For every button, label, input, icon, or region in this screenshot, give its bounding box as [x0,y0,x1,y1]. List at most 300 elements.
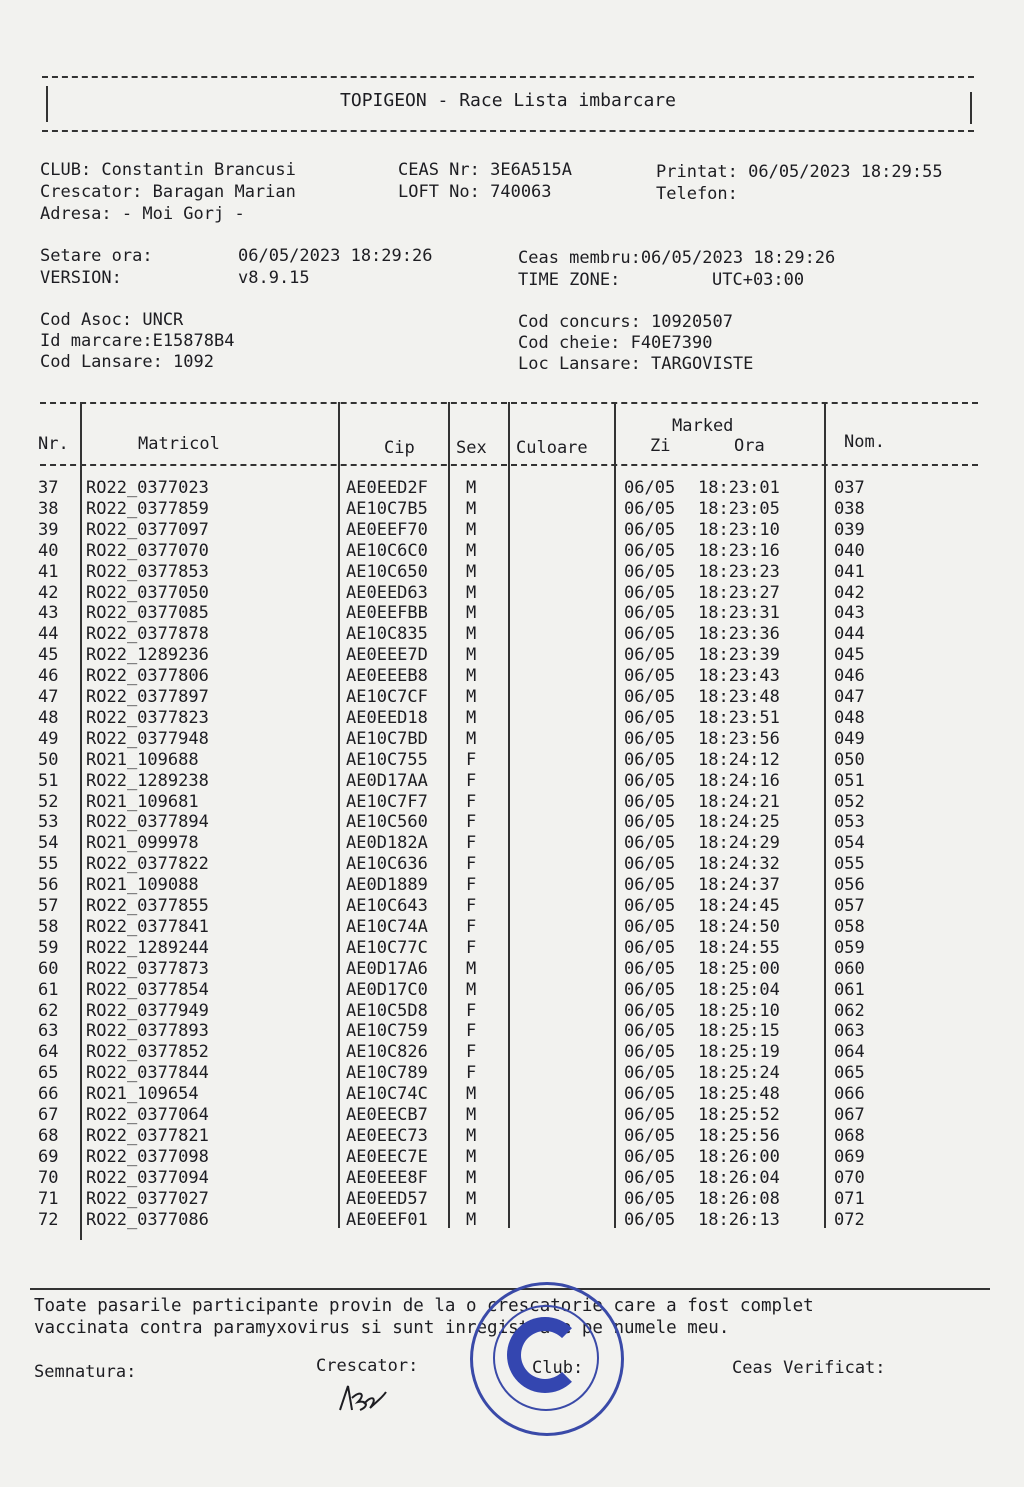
row-zi: 06/05 [624,770,676,791]
row-zi: 06/05 [624,1167,676,1188]
row-cip: AE10C7F7 [346,791,428,812]
row-sex: F [466,896,477,916]
row-nr: 46 [38,666,59,687]
row-nr: 47 [38,687,59,707]
table-row [0,708,1024,729]
row-ora: 18:24:32 [698,854,780,875]
row-zi: 06/05 [624,958,676,979]
row-cip: AE0EEE8F [346,1167,428,1188]
row-ora: 18:24:45 [698,896,780,916]
row-zi: 06/05 [624,833,676,854]
row-matricol: RO22_0377853 [86,561,209,582]
row-sex: M [466,707,477,728]
table-row [0,1084,1024,1105]
row-cip: AE10C835 [346,624,428,645]
row-zi: 06/05 [624,1042,676,1063]
row-zi: 06/05 [624,791,676,812]
row-ora: 18:23:23 [698,561,780,582]
row-ora: 18:25:04 [698,979,780,1000]
loc-lansare: Loc Lansare: TARGOVISTE [518,354,754,374]
row-matricol: RO22_0377859 [86,498,209,519]
row-sex: M [466,1084,477,1105]
table-row [0,1063,1024,1084]
row-nr: 69 [38,1146,59,1167]
row-nr: 44 [38,624,59,645]
cod-concurs: Cod concurs: 10920507 [518,312,733,332]
row-matricol: RO22_0377094 [86,1167,209,1188]
table-row [0,541,1024,562]
row-matricol: RO22_0377097 [86,519,209,540]
row-cip: AE10C77C [346,937,428,958]
row-sex: M [466,1105,477,1125]
crescator-name: Crescator: Baragan Marian [40,182,296,202]
row-nr: 65 [38,1063,59,1084]
row-sex: M [466,1146,477,1167]
row-nr: 37 [38,478,59,498]
row-nr: 41 [38,561,59,582]
vaccination-statement-line2: vaccinata contra paramyxovirus si sunt inregistrate pe numele meu. [34,1318,730,1338]
row-sex: M [466,1125,477,1146]
table-row [0,750,1024,771]
row-ora: 18:23:56 [698,728,780,749]
row-ora: 18:23:16 [698,540,780,561]
row-sex: F [466,1021,477,1042]
row-sex: F [466,833,477,854]
row-ora: 18:23:39 [698,645,780,666]
table-row [0,1168,1024,1189]
table-row [0,980,1024,1001]
row-cip: AE0EEFBB [346,603,428,624]
row-zi: 06/05 [624,540,676,561]
row-nr: 54 [38,833,59,854]
ceas-membru: Ceas membru:06/05/2023 18:29:26 [518,248,836,268]
row-ora: 18:24:21 [698,791,780,812]
table-row [0,478,1024,499]
row-sex: M [466,979,477,1000]
row-matricol: RO21_109688 [86,749,199,770]
row-cip: AE0EEC7E [346,1146,428,1167]
row-nom: 065 [834,1063,865,1084]
row-cip: AE10C5D8 [346,1000,428,1021]
row-nr: 62 [38,1000,59,1021]
row-cip: AE10C650 [346,561,428,582]
row-sex: M [466,478,477,498]
row-matricol: RO22_0377852 [86,1042,209,1063]
row-zi: 06/05 [624,645,676,666]
row-ora: 18:24:29 [698,833,780,854]
row-cip: AE10C826 [346,1042,428,1063]
row-nr: 43 [38,603,59,624]
row-nom: 070 [834,1167,865,1188]
telefon: Telefon: [656,184,738,204]
row-nr: 50 [38,749,59,770]
table-row [0,1042,1024,1063]
row-nr: 39 [38,519,59,540]
row-nr: 53 [38,812,59,833]
row-matricol: RO22_1289244 [86,937,209,958]
table-row [0,624,1024,645]
table-row [0,959,1024,980]
club-name: CLUB: Constantin Brancusi [40,160,296,180]
row-sex: F [466,875,477,896]
row-nr: 51 [38,770,59,791]
row-matricol: RO22_0377027 [86,1188,209,1209]
row-matricol: RO22_0377873 [86,958,209,979]
row-matricol: RO22_0377070 [86,540,209,561]
row-nr: 38 [38,498,59,519]
table-row [0,1021,1024,1042]
row-nom: 068 [834,1125,865,1146]
row-sex: F [466,812,477,833]
row-zi: 06/05 [624,896,676,916]
header-cip: Cip [384,438,415,458]
row-cip: AE0D17AA [346,770,428,791]
table-row [0,1001,1024,1022]
row-matricol: RO22_0377806 [86,666,209,687]
row-zi: 06/05 [624,1063,676,1084]
row-nom: 043 [834,603,865,624]
table-row [0,833,1024,854]
footer-rule [30,1288,990,1290]
row-nr: 72 [38,1209,59,1230]
row-ora: 18:24:12 [698,749,780,770]
table-row [0,603,1024,624]
header-nr: Nr. [38,434,69,454]
row-matricol: RO22_0377086 [86,1209,209,1230]
row-cip: AE10C74A [346,916,428,937]
version-label: VERSION: [40,268,122,288]
table-row [0,583,1024,604]
row-nr: 59 [38,937,59,958]
table-row [0,1105,1024,1126]
row-sex: M [466,1188,477,1209]
row-sex: F [466,916,477,937]
row-matricol: RO22_0377823 [86,707,209,728]
row-sex: F [466,1063,477,1084]
handwritten-signature-icon [330,1380,390,1420]
row-sex: F [466,791,477,812]
row-zi: 06/05 [624,624,676,645]
row-zi: 06/05 [624,498,676,519]
row-sex: F [466,854,477,875]
row-sex: F [466,749,477,770]
row-ora: 18:23:10 [698,519,780,540]
row-nom: 050 [834,749,865,770]
row-nr: 68 [38,1125,59,1146]
row-cip: AE10C7B5 [346,498,428,519]
row-nr: 48 [38,707,59,728]
table-row [0,645,1024,666]
ceas-verificat-label: Ceas Verificat: [732,1358,886,1378]
crescator-label: Crescator: [316,1356,419,1376]
row-matricol: RO22_0377893 [86,1021,209,1042]
row-matricol: RO21_099978 [86,833,199,854]
row-cip: AE0EEC73 [346,1125,428,1146]
table-row [0,1147,1024,1168]
row-zi: 06/05 [624,812,676,833]
row-sex: M [466,603,477,624]
row-nr: 45 [38,645,59,666]
row-nom: 071 [834,1188,865,1209]
row-nom: 059 [834,937,865,958]
row-matricol: RO22_0377023 [86,478,209,498]
row-cip: AE10C74C [346,1084,428,1105]
header-zi: Zi [650,436,671,456]
row-nom: 056 [834,875,865,896]
row-nom: 072 [834,1209,865,1230]
row-cip: AE10C6C0 [346,540,428,561]
row-nom: 058 [834,916,865,937]
row-matricol: RO21_109681 [86,791,199,812]
row-nom: 039 [834,519,865,540]
row-matricol: RO22_0377897 [86,687,209,707]
row-cip: AE0EED57 [346,1188,428,1209]
row-nom: 049 [834,728,865,749]
row-nr: 58 [38,916,59,937]
table-row [0,792,1024,813]
row-cip: AE0EECB7 [346,1105,428,1125]
cod-cheie: Cod cheie: F40E7390 [518,333,713,353]
header-ora: Ora [734,436,765,456]
row-ora: 18:23:05 [698,498,780,519]
header-matricol: Matricol [138,434,220,454]
row-nom: 062 [834,1000,865,1021]
row-zi: 06/05 [624,687,676,707]
row-ora: 18:25:15 [698,1021,780,1042]
row-zi: 06/05 [624,603,676,624]
row-matricol: RO21_109088 [86,875,199,896]
row-sex: M [466,540,477,561]
row-ora: 18:23:27 [698,582,780,603]
row-sex: M [466,519,477,540]
table-row [0,1189,1024,1210]
row-nr: 42 [38,582,59,603]
row-zi: 06/05 [624,519,676,540]
table-row [0,1210,1024,1231]
row-cip: AE10C560 [346,812,428,833]
row-zi: 06/05 [624,749,676,770]
row-cip: AE0EEEB8 [346,666,428,687]
row-cip: AE10C789 [346,1063,428,1084]
row-nr: 56 [38,875,59,896]
table-row [0,771,1024,792]
row-sex: M [466,1167,477,1188]
row-nom: 045 [834,645,865,666]
row-nr: 55 [38,854,59,875]
row-cip: AE0D17A6 [346,958,428,979]
row-cip: AE10C759 [346,1021,428,1042]
table-row [0,917,1024,938]
row-sex: M [466,687,477,707]
loft-no: LOFT No: 740063 [398,182,552,202]
row-sex: M [466,1209,477,1230]
row-zi: 06/05 [624,666,676,687]
row-matricol: RO22_0377050 [86,582,209,603]
adresa: Adresa: - Moi Gorj - [40,204,245,224]
row-nom: 048 [834,707,865,728]
row-ora: 18:25:48 [698,1084,780,1105]
table-row [0,499,1024,520]
row-cip: AE0EED2F [346,478,428,498]
vaccination-statement-line1: Toate pasarile participante provin de la o crescatorie care a fost complet [34,1296,814,1316]
row-nr: 49 [38,728,59,749]
header-nom: Nom. [844,432,885,452]
row-zi: 06/05 [624,1146,676,1167]
table-row [0,562,1024,583]
row-ora: 18:24:55 [698,937,780,958]
row-zi: 06/05 [624,707,676,728]
row-matricol: RO22_0377855 [86,896,209,916]
row-zi: 06/05 [624,937,676,958]
row-sex: M [466,728,477,749]
row-nom: 067 [834,1105,865,1125]
row-ora: 18:23:01 [698,478,780,498]
row-zi: 06/05 [624,979,676,1000]
printat: Printat: 06/05/2023 18:29:55 [656,162,943,182]
row-nr: 57 [38,896,59,916]
row-zi: 06/05 [624,1125,676,1146]
row-nom: 052 [834,791,865,812]
row-zi: 06/05 [624,561,676,582]
row-matricol: RO22_0377854 [86,979,209,1000]
row-ora: 18:26:04 [698,1167,780,1188]
id-marcare: Id marcare:E15878B4 [40,331,235,351]
row-cip: AE10C7CF [346,687,428,707]
row-matricol: RO22_0377822 [86,854,209,875]
row-nr: 71 [38,1188,59,1209]
row-cip: AE0EEF01 [346,1209,428,1230]
time-zone-label: TIME ZONE: [518,270,621,290]
row-nr: 70 [38,1167,59,1188]
row-sex: M [466,498,477,519]
row-zi: 06/05 [624,582,676,603]
setare-ora-label: Setare ora: [40,246,153,266]
row-cip: AE0EEF70 [346,519,428,540]
row-nr: 63 [38,1021,59,1042]
header-marked: Marked [672,416,734,436]
table-row [0,729,1024,750]
row-nom: 060 [834,958,865,979]
row-zi: 06/05 [624,1105,676,1125]
row-cip: AE0D17C0 [346,979,428,1000]
semnatura-label: Semnatura: [34,1362,137,1382]
header-culoare: Culoare [516,438,588,458]
row-sex: F [466,770,477,791]
row-zi: 06/05 [624,1188,676,1209]
table-row [0,1126,1024,1147]
header-sex: Sex [456,438,487,458]
row-matricol: RO22_0377948 [86,728,209,749]
row-zi: 06/05 [624,1021,676,1042]
club-label: Club: [532,1358,584,1378]
row-nom: 054 [834,833,865,854]
row-cip: AE0EED18 [346,707,428,728]
row-nr: 67 [38,1105,59,1125]
row-cip: AE0D182A [346,833,428,854]
row-ora: 18:26:08 [698,1188,780,1209]
row-nom: 044 [834,624,865,645]
row-nr: 66 [38,1084,59,1105]
row-cip: AE0EED63 [346,582,428,603]
row-ora: 18:25:00 [698,958,780,979]
row-cip: AE0EEE7D [346,645,428,666]
row-nom: 061 [834,979,865,1000]
row-ora: 18:23:31 [698,603,780,624]
row-cip: AE10C7BD [346,728,428,749]
row-nom: 040 [834,540,865,561]
row-ora: 18:26:13 [698,1209,780,1230]
row-nom: 051 [834,770,865,791]
row-zi: 06/05 [624,875,676,896]
row-cip: AE0D1889 [346,875,428,896]
table-row [0,854,1024,875]
ceas-nr: CEAS Nr: 3E6A515A [398,160,572,180]
cod-lansare: Cod Lansare: 1092 [40,352,214,372]
row-nom: 047 [834,687,865,707]
row-matricol: RO22_0377949 [86,1000,209,1021]
row-matricol: RO22_0377878 [86,624,209,645]
row-nom: 037 [834,478,865,498]
row-cip: AE10C643 [346,896,428,916]
row-sex: F [466,1000,477,1021]
row-nr: 64 [38,1042,59,1063]
row-matricol: RO22_1289238 [86,770,209,791]
row-matricol: RO22_0377894 [86,812,209,833]
row-zi: 06/05 [624,1000,676,1021]
row-nom: 053 [834,812,865,833]
row-nom: 038 [834,498,865,519]
title-box [42,76,974,132]
row-nom: 055 [834,854,865,875]
row-nom: 063 [834,1021,865,1042]
row-zi: 06/05 [624,478,676,498]
row-matricol: RO22_0377844 [86,1063,209,1084]
row-nom: 057 [834,896,865,916]
row-sex: M [466,958,477,979]
table-row [0,687,1024,708]
row-ora: 18:24:25 [698,812,780,833]
table-row [0,666,1024,687]
row-sex: M [466,666,477,687]
row-nom: 064 [834,1042,865,1063]
row-ora: 18:24:37 [698,875,780,896]
row-nom: 041 [834,561,865,582]
row-matricol: RO22_0377841 [86,916,209,937]
row-ora: 18:26:00 [698,1146,780,1167]
row-nr: 52 [38,791,59,812]
row-matricol: RO22_0377821 [86,1125,209,1146]
row-zi: 06/05 [624,916,676,937]
row-sex: M [466,645,477,666]
row-matricol: RO22_0377098 [86,1146,209,1167]
row-sex: M [466,561,477,582]
row-nr: 60 [38,958,59,979]
row-zi: 06/05 [624,854,676,875]
setare-ora-value: 06/05/2023 18:29:26 [238,246,433,266]
cod-asoc: Cod Asoc: UNCR [40,310,184,330]
row-matricol: RO22_0377064 [86,1105,209,1125]
row-ora: 18:23:48 [698,687,780,707]
row-ora: 18:23:43 [698,666,780,687]
table-row [0,938,1024,959]
row-ora: 18:25:52 [698,1105,780,1125]
row-sex: M [466,624,477,645]
table-row [0,896,1024,917]
stamp-swirl [507,1317,583,1393]
page-title: TOPIGEON - Race Lista imbarcare [340,90,676,111]
row-ora: 18:23:36 [698,624,780,645]
row-nr: 61 [38,979,59,1000]
